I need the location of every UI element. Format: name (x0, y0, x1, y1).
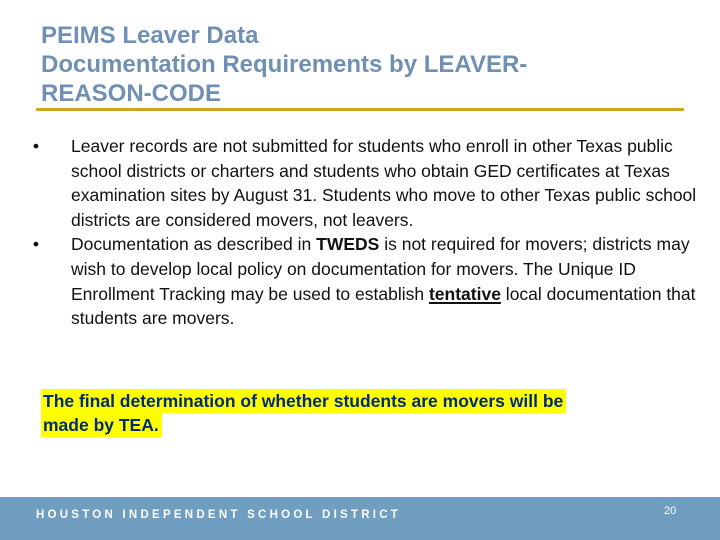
callout-line-1: The final determination of whether students are movers will be (41, 389, 566, 413)
bullet-text-start: Documentation as described in (71, 234, 317, 255)
slide-footer (0, 497, 720, 540)
tweds-emphasis: TWEDS (316, 234, 380, 255)
highlighted-callout (41, 389, 661, 437)
bullet-list (27, 134, 697, 331)
slide-title-line-1: PEIMS Leaver Data (41, 22, 259, 50)
bullet-text-middle: is not required for movers; districts may wish to develop local policy on documentation for movers. The Unique ID Enrollment Tracking may be used to establish (71, 234, 690, 304)
bullet-text: Leaver records are not submitted for students who enroll in other Texas public school districts or charters and students who obtain GED certificates at Texas examination sites by August 31. Students who move to other Texas public school districts are considered movers, not leavers. (71, 136, 697, 230)
callout-line-2-wrapper (41, 413, 661, 437)
tentative-emphasis: tentative (428, 283, 501, 304)
slide-title-line-3: REASON-CODE (41, 80, 222, 108)
slide-title (41, 21, 701, 108)
district-name: HOUSTON INDEPENDENT SCHOOL DISTRICT (36, 509, 402, 521)
page-number: 20 (664, 505, 677, 517)
callout-line-2: made by TEA. (41, 413, 162, 437)
bullet-text-end: local documentation that students are movers. (71, 283, 696, 329)
bullet-item-leaver-records (27, 134, 697, 232)
callout-line-1-wrapper (41, 389, 661, 413)
bullet-marker: • (32, 234, 40, 255)
slide-title-line-2: Documentation Requirements by LEAVER- (41, 51, 528, 79)
bullet-item-documentation (27, 232, 697, 330)
title-divider (36, 108, 684, 111)
bullet-marker: • (32, 136, 40, 156)
